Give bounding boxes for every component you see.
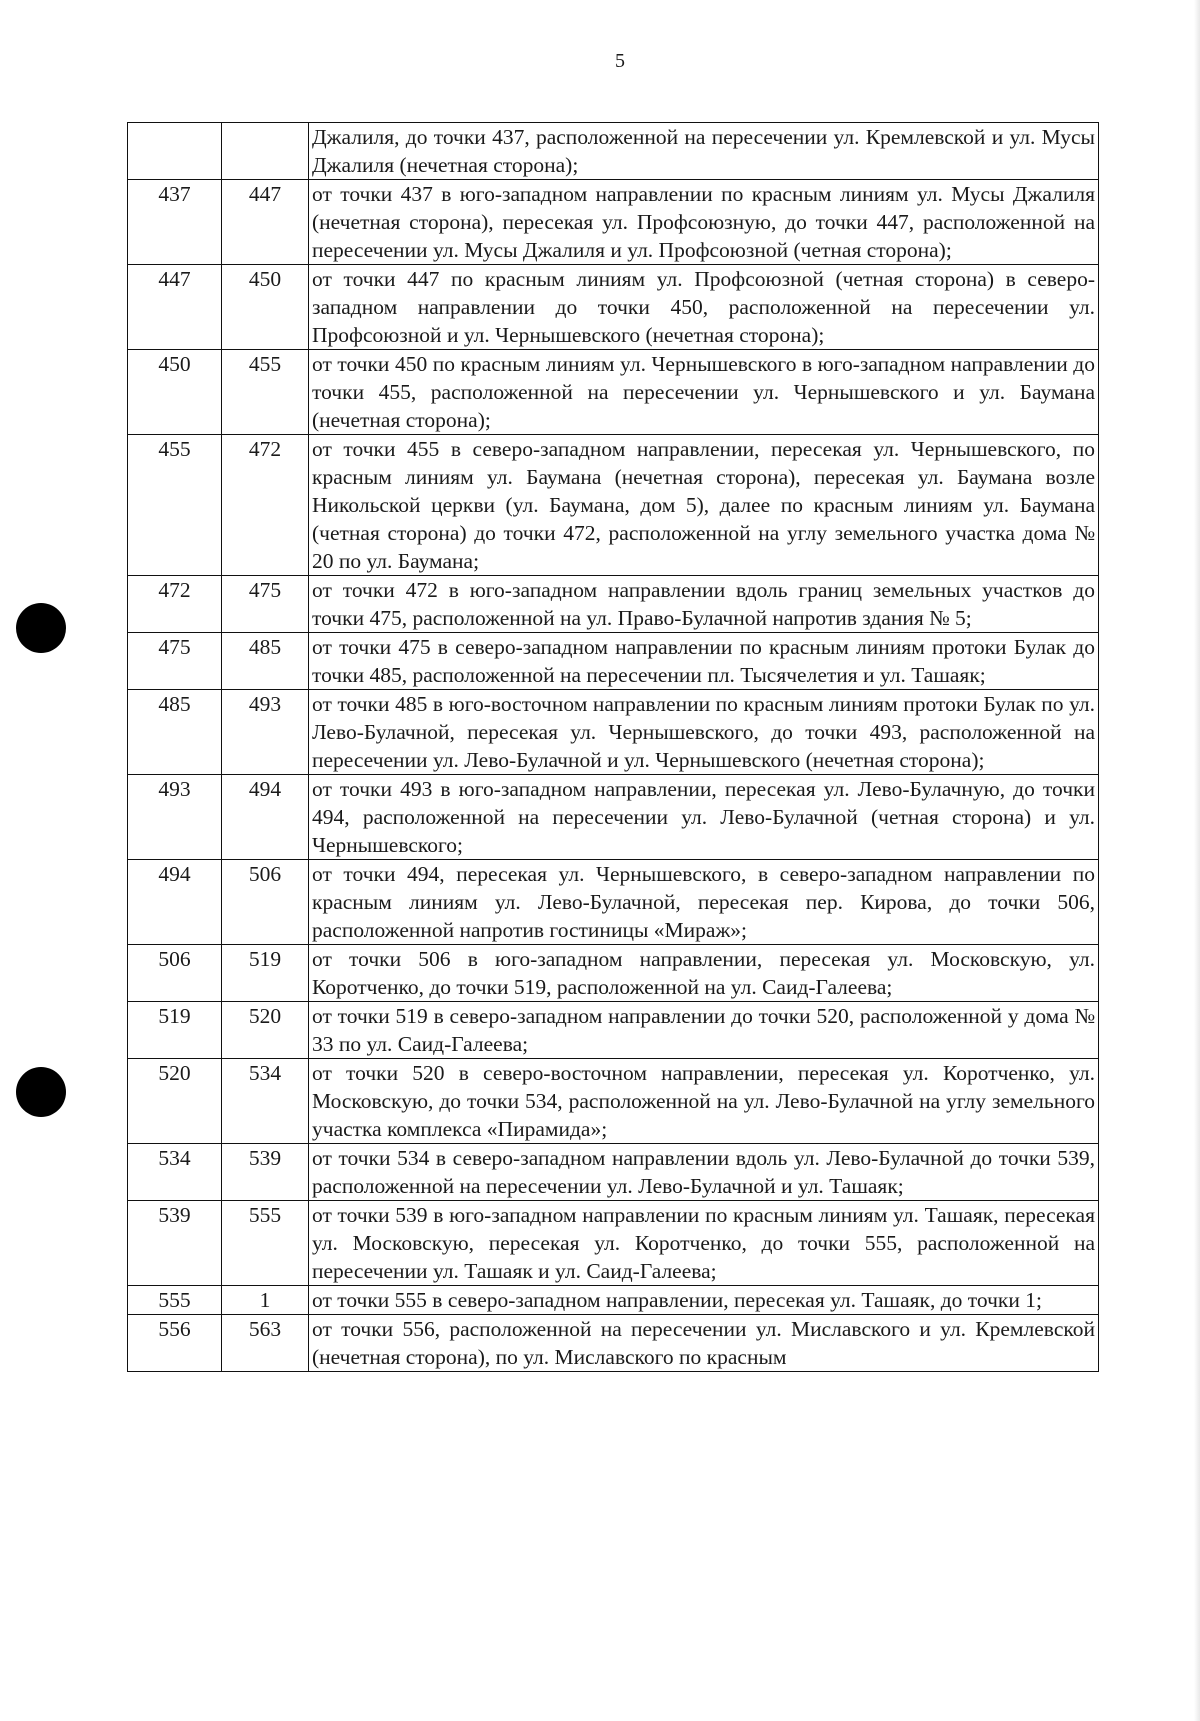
- from-point-cell: 539: [128, 1201, 222, 1286]
- segment-description-cell: от точки 555 в северо-западном направлении, пересекая ул. Ташаяк, до точки 1;: [309, 1286, 1099, 1315]
- from-point-cell: 534: [128, 1144, 222, 1201]
- from-point-cell: 472: [128, 576, 222, 633]
- table-row: [128, 860, 1099, 945]
- table-row: [128, 1286, 1099, 1315]
- segment-description-cell: от точки 472 в юго-западном направлении вдоль границ земельных участков до точки 475, расположенной на ул. Право-Булачной напротив здания № 5;: [309, 576, 1099, 633]
- punch-hole-bottom: [16, 1067, 66, 1117]
- segment-description-cell: Джалиля, до точки 437, расположенной на пересечении ул. Кремлевской и ул. Мусы Джалиля (нечетная сторона);: [309, 123, 1099, 180]
- to-point-cell: [222, 123, 309, 180]
- segment-description-cell: от точки 447 по красным линиям ул. Профсоюзной (четная сторона) в северо-западном направлении до точки 450, расположенной на пересечении ул. Профсоюзной и ул. Чернышевского (нечетная сторона);: [309, 265, 1099, 350]
- to-point-cell: 534: [222, 1059, 309, 1144]
- table-row: [128, 945, 1099, 1002]
- to-point-cell: 506: [222, 860, 309, 945]
- table-row: [128, 123, 1099, 180]
- to-point-cell: 472: [222, 435, 309, 576]
- from-point-cell: [128, 123, 222, 180]
- segment-description-cell: от точки 534 в северо-западном направлении вдоль ул. Лево-Булачной до точки 539, расположенной на пересечении ул. Лево-Булачной и ул. Ташаяк;: [309, 1144, 1099, 1201]
- to-point-cell: 475: [222, 576, 309, 633]
- from-point-cell: 450: [128, 350, 222, 435]
- to-point-cell: 455: [222, 350, 309, 435]
- table-row: [128, 690, 1099, 775]
- to-point-cell: 493: [222, 690, 309, 775]
- to-point-cell: 1: [222, 1286, 309, 1315]
- to-point-cell: 520: [222, 1002, 309, 1059]
- from-point-cell: 555: [128, 1286, 222, 1315]
- segment-description-cell: от точки 437 в юго-западном направлении по красным линиям ул. Мусы Джалиля (нечетная сторона), пересекая ул. Профсоюзную, до точки 447, расположенной на пересечении ул. Мусы Джалиля и ул. Профсоюзной (четная сторона);: [309, 180, 1099, 265]
- table-row: [128, 1144, 1099, 1201]
- table-row: [128, 633, 1099, 690]
- table-row: [128, 435, 1099, 576]
- to-point-cell: 485: [222, 633, 309, 690]
- from-point-cell: 519: [128, 1002, 222, 1059]
- from-point-cell: 493: [128, 775, 222, 860]
- segment-description-cell: от точки 450 по красным линиям ул. Чернышевского в юго-западном направлении до точки 455, расположенной на пересечении ул. Чернышевского и ул. Баумана (нечетная сторона);: [309, 350, 1099, 435]
- segment-description-cell: от точки 556, расположенной на пересечении ул. Миславского и ул. Кремлевской (нечетная сторона), по ул. Миславского по красным: [309, 1315, 1099, 1372]
- to-point-cell: 563: [222, 1315, 309, 1372]
- to-point-cell: 519: [222, 945, 309, 1002]
- to-point-cell: 450: [222, 265, 309, 350]
- table-row: [128, 576, 1099, 633]
- segment-description-cell: от точки 493 в юго-западном направлении, пересекая ул. Лево-Булачную, до точки 494, расположенной на пересечении ул. Лево-Булачной (четная сторона) и ул. Чернышевского;: [309, 775, 1099, 860]
- page-edge-shadow: [1194, 0, 1200, 1721]
- route-table-body: [128, 123, 1099, 1372]
- from-point-cell: 447: [128, 265, 222, 350]
- from-point-cell: 520: [128, 1059, 222, 1144]
- from-point-cell: 494: [128, 860, 222, 945]
- to-point-cell: 447: [222, 180, 309, 265]
- from-point-cell: 485: [128, 690, 222, 775]
- table-row: [128, 775, 1099, 860]
- page-number: 5: [615, 50, 625, 72]
- segment-description-cell: от точки 520 в северо-восточном направлении, пересекая ул. Коротченко, ул. Московскую, до точки 534, расположенной на ул. Лево-Булачной на углу земельного участка комплекса «Пирамида»;: [309, 1059, 1099, 1144]
- table-row: [128, 1059, 1099, 1144]
- table-row: [128, 265, 1099, 350]
- to-point-cell: 555: [222, 1201, 309, 1286]
- segment-description-cell: от точки 455 в северо-западном направлении, пересекая ул. Чернышевского, по красным линиям ул. Баумана (нечетная сторона), пересекая ул. Баумана возле Никольской церкви (ул. Баумана, дом 5), далее по красным линиям ул. Баумана (четная сторона) до точки 472, расположенной на углу земельного участка дома № 20 по ул. Баумана;: [309, 435, 1099, 576]
- segment-description-cell: от точки 485 в юго-восточном направлении по красным линиям протоки Булак по ул. Лево-Булачной, пересекая ул. Чернышевского, до точки 493, расположенной на пересечении ул. Лево-Булачной и ул. Чернышевского (нечетная сторона);: [309, 690, 1099, 775]
- from-point-cell: 455: [128, 435, 222, 576]
- punch-hole-top: [16, 603, 66, 653]
- table-row: [128, 1002, 1099, 1059]
- table-row: [128, 1201, 1099, 1286]
- segment-description-cell: от точки 475 в северо-западном направлении по красным линиям протоки Булак до точки 485, расположенной на пересечении пл. Тысячелетия и ул. Ташаяк;: [309, 633, 1099, 690]
- from-point-cell: 437: [128, 180, 222, 265]
- from-point-cell: 506: [128, 945, 222, 1002]
- segment-description-cell: от точки 539 в юго-западном направлении по красным линиям ул. Ташаяк, пересекая ул. Московскую, пересекая ул. Коротченко, до точки 555, расположенной на пересечении ул. Ташаяк и ул. Саид-Галеева;: [309, 1201, 1099, 1286]
- from-point-cell: 556: [128, 1315, 222, 1372]
- route-points-table: [127, 122, 1099, 1372]
- segment-description-cell: от точки 519 в северо-западном направлении до точки 520, расположенной у дома № 33 по ул. Саид-Галеева;: [309, 1002, 1099, 1059]
- table-row: [128, 1315, 1099, 1372]
- to-point-cell: 494: [222, 775, 309, 860]
- table-row: [128, 180, 1099, 265]
- table-row: [128, 350, 1099, 435]
- segment-description-cell: от точки 494, пересекая ул. Чернышевского, в северо-западном направлении по красным линиям ул. Лево-Булачной, пересекая пер. Кирова, до точки 506, расположенной напротив гостиницы «Мираж»;: [309, 860, 1099, 945]
- segment-description-cell: от точки 506 в юго-западном направлении, пересекая ул. Московскую, ул. Коротченко, до точки 519, расположенной на ул. Саид-Галеева;: [309, 945, 1099, 1002]
- to-point-cell: 539: [222, 1144, 309, 1201]
- from-point-cell: 475: [128, 633, 222, 690]
